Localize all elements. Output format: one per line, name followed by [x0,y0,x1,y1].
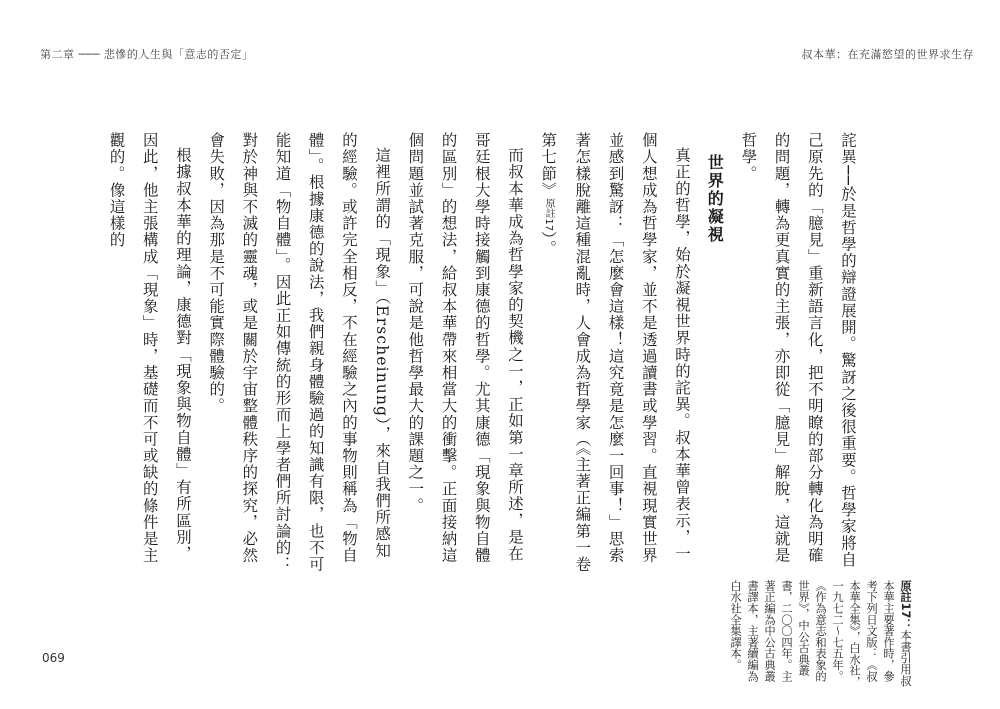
footnote-label: 原註17： [899,580,912,630]
page-number: 069 [42,651,65,665]
footnote-reference: 原註17 [543,198,555,232]
paragraph: 根據叔本華的理論，康德對「現象與物自體」有所區別，因此，他主張構成「現象」時，基礎而不可或缺的條件是主觀的。像這樣的 [107,132,192,564]
paragraph: 這裡所謂的「現象」（Erscheinung），來自我們所感知的經驗。或許完全相反，不在經驗之內的事物則稱為「物自體」。根據康德的說法，我們親身體驗過的知識有限，也不可能知道「物自體」。因此正如傳統的形而上學者們所討論的：對於神與不滅的靈魂，或是關於宇宙整體秩序的探究，必然會失敗，因為那是不可能實際體驗的。 [207,132,392,573]
paragraph: 而叔本華成為哲學家的契機之一，正如第一章所述，是在哥廷根大學時接觸到康德的哲學。尤其康德「現象與物自體的區別」的想法，給叔本華帶來相當大的衝擊。正面接納這個問題並試著克服，可說是他哲學最大的課題之一。 [406,132,524,564]
paragraph-text: ）。 [539,231,558,257]
running-header-chapter: 第二章 ─── 悲慘的人生與「意志的否定」 [40,48,254,61]
section-heading: 世界的凝視 [705,154,725,245]
main-text [99,132,864,574]
paragraph [531,132,698,574]
footnote-text: 本書引用叔本華主要著作時，參考下列日文版：《叔本華全集》，白水社，一九七二～七五年。《作為意志和表象的世界》，中公古典叢書，二〇〇四年。主著正編為中公古典叢書譯本，主著續編為白水社全集譯本。 [729,580,912,688]
paragraph: 詫異──於是哲學的辯證展開。驚訝之後很重要。哲學家將自己原先的「臆見」重新語言化，把不明瞭的部分轉化為明確的問題，轉為更真實的主張，亦即從「臆見」解脫，這就是哲學。 [739,132,857,568]
running-header-book-title: 叔本華：在充滿慾望的世界求生存 [801,48,974,61]
footnote [727,580,914,692]
paragraph-text: 真正的哲學，始於凝視世界時的詫異。叔本華曾表示，一個人想成為哲學家，並不是透過讀書或學習。直視現實世界並感到驚訝：「怎麼會這樣！這究竟是怎麼一回事！」思索著怎樣脫離這種混亂時，人會成為哲學家（《主著正編第一卷第七節》 [539,132,691,573]
